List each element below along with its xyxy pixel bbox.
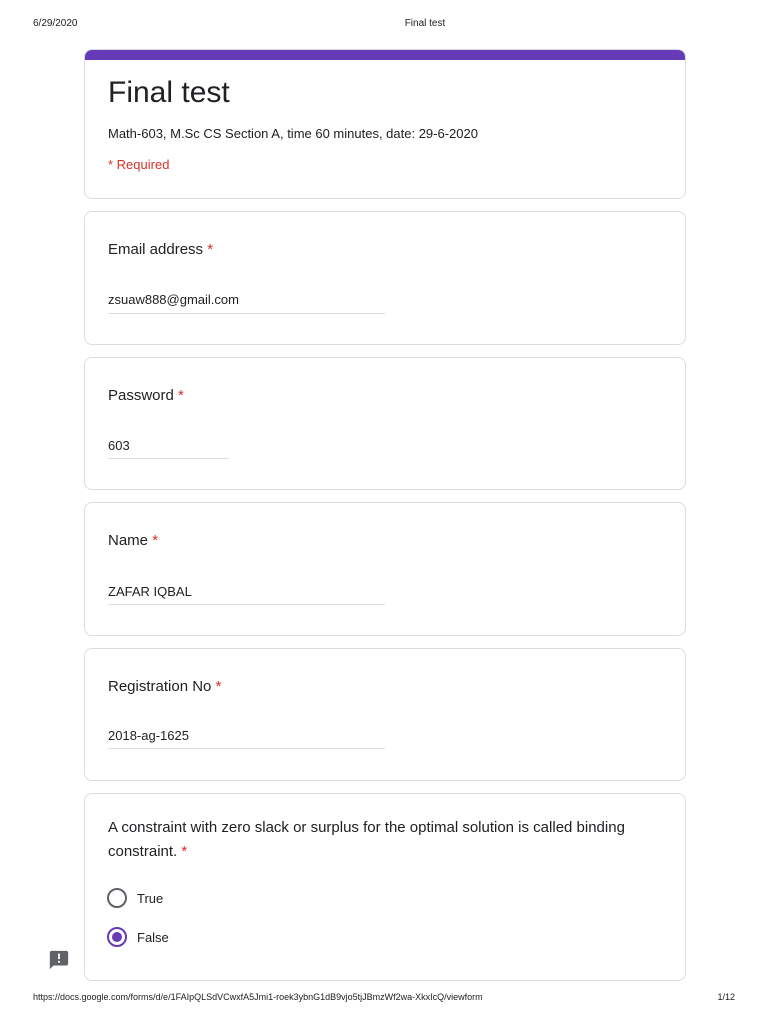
required-note: * Required (108, 157, 170, 172)
question-text: Password (108, 387, 174, 404)
question-label (108, 816, 668, 864)
radio-option-label: False (137, 929, 169, 945)
radio-option-label: True (137, 890, 164, 906)
required-star: * (152, 532, 159, 549)
question-card-name (84, 502, 686, 636)
required-star: * (207, 241, 214, 258)
email-field[interactable]: zsuaw888@gmail.com (108, 292, 239, 307)
print-url: https://docs.google.com/forms/d/e/1FAIpQLSdVCwxfA5Jmi1-roek3ybnG1dB9vjo5tjJBmzWf2wa-XkxIcQ/viewform (33, 992, 483, 1002)
form-description: Math-603, M.Sc CS Section A, time 60 minutes, date: 29-6-2020 (108, 126, 478, 141)
radio-button[interactable] (107, 888, 127, 908)
print-date: 6/29/2020 (33, 18, 78, 29)
question-card-binding-constraint (84, 793, 686, 981)
question-card-password (84, 357, 686, 490)
form-accent-bar (85, 50, 685, 60)
question-text: A constraint with zero slack or surplus for the optimal solution is called binding constraint. (108, 819, 625, 860)
question-text: Name (108, 532, 149, 549)
email-field-underline (108, 313, 385, 314)
feedback-icon[interactable] (48, 949, 70, 971)
question-label (108, 675, 221, 699)
print-footer (0, 992, 768, 1006)
question-card-email (84, 211, 686, 345)
question-card-registration (84, 648, 686, 781)
radio-option-false[interactable] (107, 927, 169, 947)
radio-option-true[interactable] (107, 888, 163, 908)
question-text: Email address (108, 241, 204, 258)
page-number: 1/12 (717, 992, 735, 1002)
name-field[interactable]: ZAFAR IQBAL (108, 584, 192, 599)
required-star: * (178, 387, 184, 404)
required-star: * (215, 678, 222, 695)
password-field-underline (108, 458, 229, 459)
question-text: Registration No (108, 678, 212, 695)
registration-field-underline (108, 748, 385, 749)
name-field-underline (108, 604, 385, 605)
print-header (0, 18, 768, 32)
radio-button-selected[interactable] (107, 927, 127, 947)
print-title: Final test (404, 18, 446, 29)
form-header-card (84, 49, 686, 199)
question-label (108, 384, 184, 408)
form-title: Final test (108, 76, 230, 109)
password-field[interactable]: 603 (108, 438, 130, 453)
registration-field[interactable]: 2018-ag-1625 (108, 728, 189, 743)
required-star: * (181, 843, 188, 860)
question-label (108, 529, 158, 553)
question-label (108, 238, 213, 262)
